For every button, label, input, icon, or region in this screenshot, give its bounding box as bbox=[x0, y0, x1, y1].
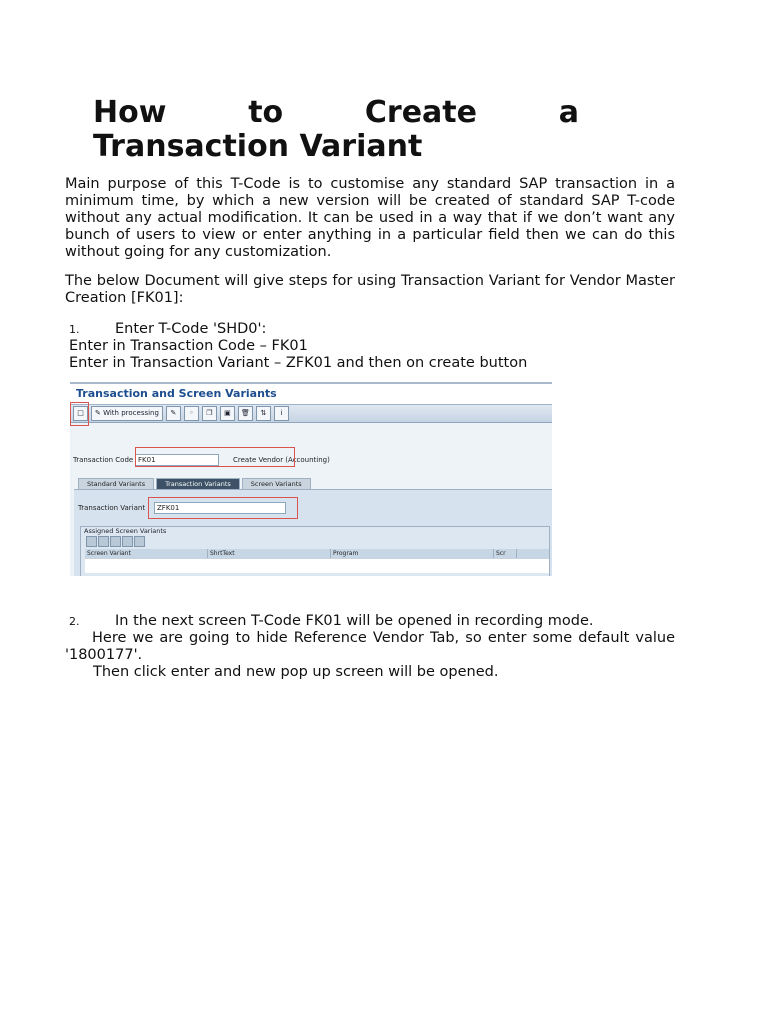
highlight-create-button bbox=[70, 402, 89, 426]
sap-window-title: Transaction and Screen Variants bbox=[70, 382, 552, 405]
transaction-variant-label: Transaction Variant bbox=[78, 504, 146, 512]
table-tool-icon[interactable] bbox=[86, 536, 97, 547]
step-1-line-2: Enter in Transaction Code – FK01 bbox=[69, 338, 308, 354]
create-new-icon[interactable]: □ bbox=[73, 406, 88, 421]
highlight-transaction-code bbox=[135, 447, 295, 467]
step-2-text: In the next screen T-Code FK01 will be opened in recording mode. bbox=[115, 613, 594, 629]
transaction-code-label: Transaction Code bbox=[73, 456, 134, 464]
step-1-line-1 bbox=[69, 321, 675, 338]
step-2-line-1 bbox=[69, 613, 675, 630]
delete-icon[interactable]: 🗑 bbox=[238, 406, 253, 421]
step-2-line-2: Here we are going to hide Reference Vendor Tab, so enter some default value '1800177'. bbox=[65, 630, 675, 663]
with-processing-button[interactable]: ✎ With processing bbox=[91, 406, 163, 421]
column-header: Program bbox=[331, 549, 494, 558]
with-processing-label: With processing bbox=[103, 409, 159, 417]
highlight-transaction-variant bbox=[148, 497, 298, 519]
step-1-number: 1. bbox=[69, 323, 80, 336]
step-2-number: 2. bbox=[69, 615, 80, 628]
transaction-code-description: Create Vendor (Accounting) bbox=[233, 456, 330, 464]
table-tool-icon[interactable] bbox=[122, 536, 133, 547]
tab-screen-variants[interactable]: Screen Variants bbox=[242, 478, 311, 489]
table-tool-icon[interactable] bbox=[134, 536, 145, 547]
table-row[interactable] bbox=[85, 558, 549, 573]
tab-transaction-variants[interactable]: Transaction Variants bbox=[156, 478, 240, 489]
step-1-line-3: Enter in Transaction Variant – ZFK01 and then on create button bbox=[69, 355, 528, 371]
scope-paragraph: The below Document will give steps for using Transaction Variant for Vendor Master Creation [FK01]: bbox=[65, 273, 675, 306]
copy-icon[interactable]: ❐ bbox=[202, 406, 217, 421]
title-line-2: Transaction Variant bbox=[93, 129, 423, 164]
group-title: Assigned Screen Variants bbox=[84, 527, 167, 535]
document-title bbox=[93, 96, 579, 164]
title-line-1 bbox=[93, 96, 579, 130]
sap-screenshot bbox=[70, 382, 552, 576]
title-word: a bbox=[558, 95, 579, 130]
assigned-screen-variants-group bbox=[80, 526, 550, 576]
screen-icon[interactable]: ▣ bbox=[220, 406, 235, 421]
title-word: to bbox=[248, 95, 284, 130]
column-header: ShrtText bbox=[208, 549, 331, 558]
table-tool-icon[interactable] bbox=[110, 536, 121, 547]
step-1-text: Enter T-Code 'SHD0': bbox=[115, 321, 267, 337]
intro-paragraph: Main purpose of this T-Code is to customise any standard SAP transaction in a minimum time, by which a new version will be created of standard SAP T-code without any actual modification. It can be used in a way that if we don’t want any bunch of users to view or enter anything in a particular field then we can do this without going for any customization. bbox=[65, 176, 675, 260]
transport-icon[interactable]: ⇅ bbox=[256, 406, 271, 421]
transaction-variant-input[interactable]: ZFK01 bbox=[154, 502, 286, 514]
tab-standard-variants[interactable]: Standard Variants bbox=[78, 478, 154, 489]
transaction-code-input[interactable]: FK01 bbox=[135, 454, 219, 466]
display-icon[interactable]: ◦ bbox=[184, 406, 199, 421]
step-2-line-3: Then click enter and new pop up screen will be opened. bbox=[93, 664, 499, 680]
variant-tabs bbox=[78, 478, 311, 489]
title-word: Create bbox=[364, 95, 477, 130]
table-header bbox=[85, 549, 549, 558]
info-icon[interactable]: i bbox=[274, 406, 289, 421]
edit-icon[interactable]: ✎ bbox=[166, 406, 181, 421]
table-toolbar bbox=[81, 536, 549, 547]
column-header: Scr bbox=[494, 549, 517, 558]
sap-toolbar bbox=[70, 405, 552, 423]
table-tool-icon[interactable] bbox=[98, 536, 109, 547]
title-word: How bbox=[93, 95, 167, 130]
column-header: Screen Variant bbox=[85, 549, 208, 558]
